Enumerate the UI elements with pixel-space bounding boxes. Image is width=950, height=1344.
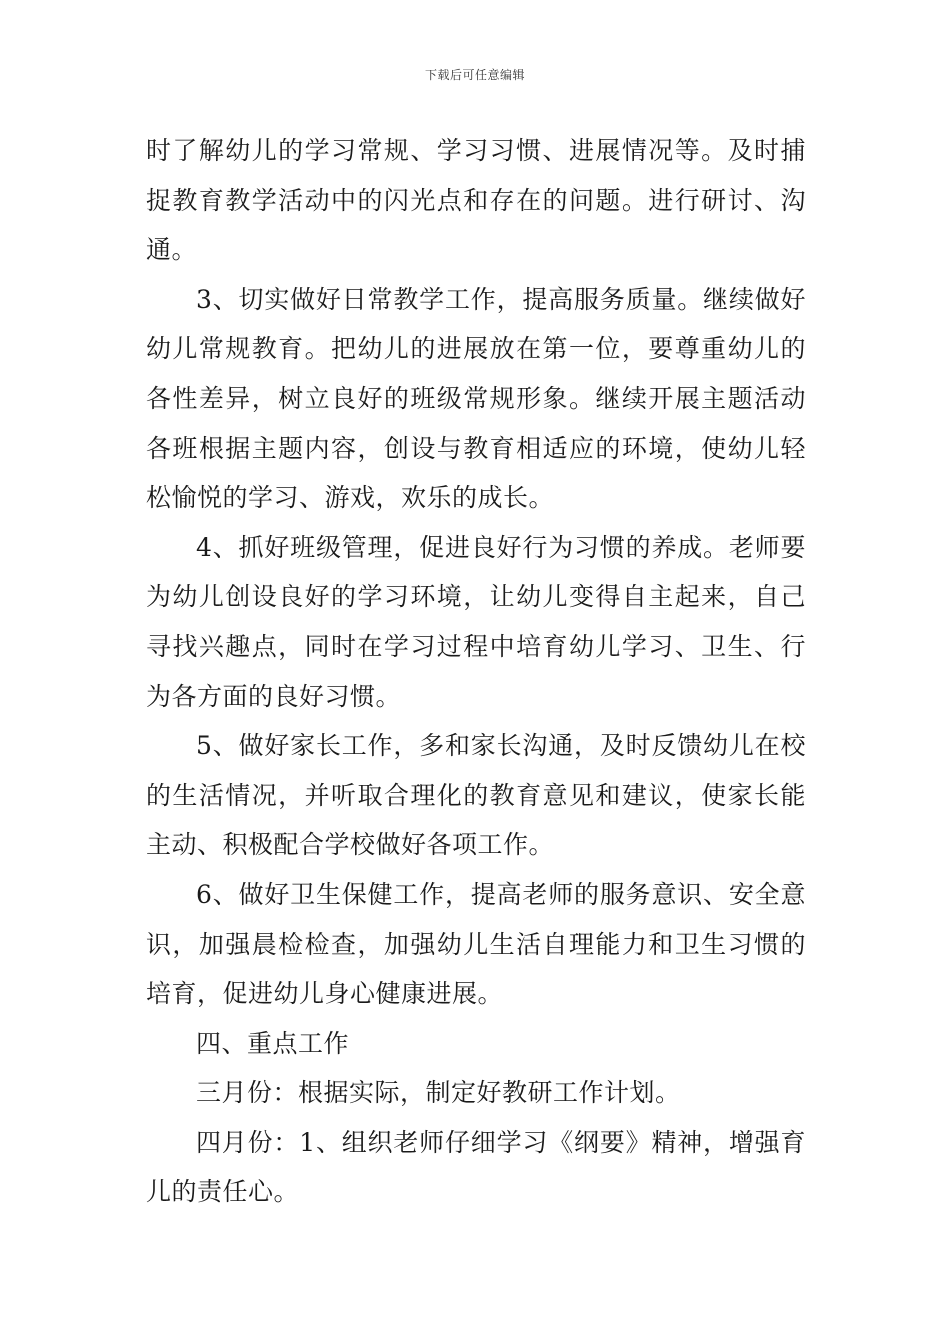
page-header: 下载后可任意编辑 [424, 68, 525, 82]
paragraph-april: 四月份：1、组织老师仔细学习《纲要》精神，增强育儿的责任心。 [146, 1127, 806, 1207]
paragraph-item-3: 3、切实做好日常教学工作，提高服务质量。继续做好幼儿常规教育。把幼儿的进展放在第一位，要尊重幼儿的各性差异，树立良好的班级常规形象。继续开展主题活动各班根据主题内容，创设与教育相适应的环境，使幼儿轻松愉悦的学习、游戏，欢乐的成长。 [146, 284, 806, 513]
paragraph-item-5: 5、做好家长工作，多和家长沟通，及时反馈幼儿在校的生活情况，并听取合理化的教育意见和建议，使家长能主动、积极配合学校做好各项工作。 [146, 731, 806, 860]
paragraph-item-6: 6、做好卫生保健工作，提高老师的服务意识、安全意识，加强晨检检查，加强幼儿生活自理能力和卫生习惯的培育，促进幼儿身心健康进展。 [146, 879, 806, 1009]
document-body [146, 126, 806, 1217]
paragraph-item-4: 4、抓好班级管理，促进良好行为习惯的养成。老师要为幼儿创设良好的学习环境，让幼儿变得自主起来，自己寻找兴趣点，同时在学习过程中培育幼儿学习、卫生、行为各方面的良好习惯。 [146, 532, 806, 711]
paragraph-march: 三月份：根据实际，制定好教研工作计划。 [196, 1078, 681, 1108]
section-heading-key-work: 四、重点工作 [196, 1028, 350, 1058]
paragraph-continuation: 时了解幼儿的学习常规、学习习惯、进展情况等。及时捕捉教育教学活动中的闪光点和存在的问题。进行研讨、沟通。 [146, 136, 806, 265]
